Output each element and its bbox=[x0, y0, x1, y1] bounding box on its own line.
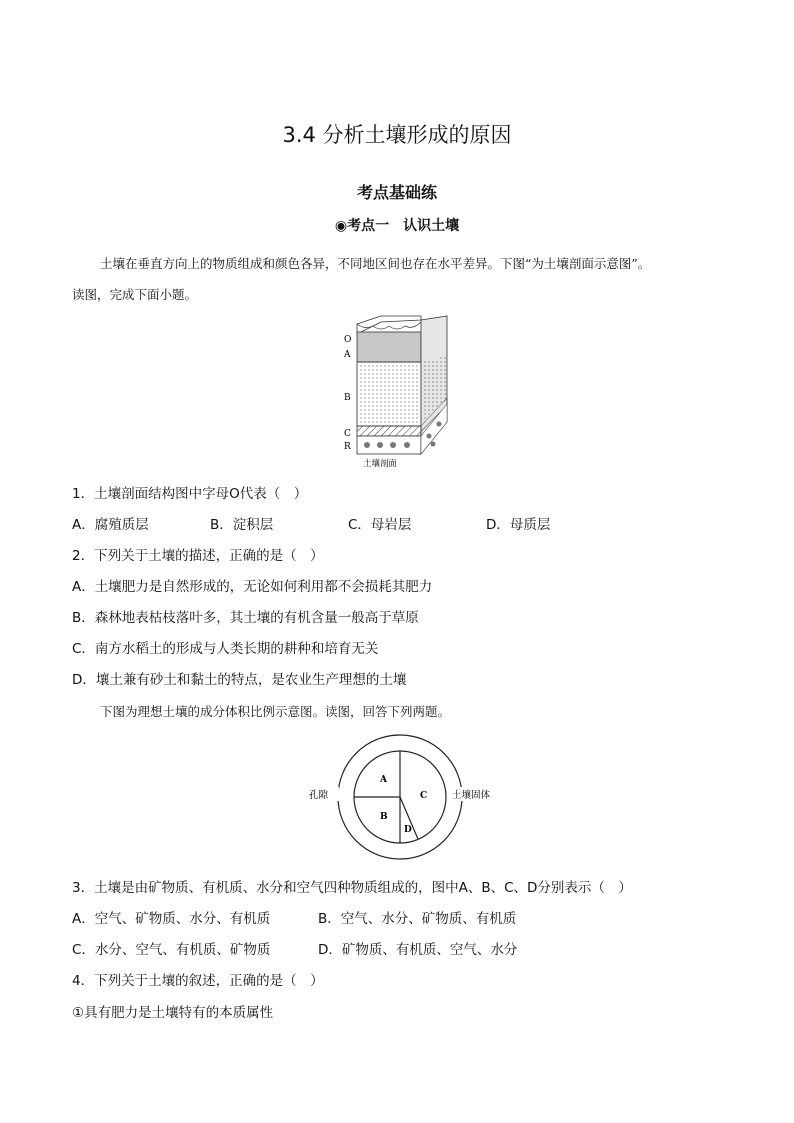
q1-option-b[interactable]: B．淀积层 bbox=[210, 517, 274, 533]
sector-b-label: B bbox=[380, 812, 388, 822]
label-o: O bbox=[344, 335, 352, 345]
sector-c-label: C bbox=[420, 791, 428, 801]
section-title: 考点基础练 bbox=[356, 183, 437, 202]
label-c: C bbox=[344, 429, 351, 439]
sector-a-label: A bbox=[380, 775, 387, 785]
q2-option-d[interactable]: D．壤土兼有砂土和黏土的特点，是农业生产理想的土壤 bbox=[72, 672, 407, 688]
sector-d-label: D bbox=[404, 825, 412, 835]
q2-option-b[interactable]: B．森林地表枯枝落叶多，其土壤的有机含量一般高于草原 bbox=[72, 610, 419, 626]
layer-c bbox=[357, 426, 421, 436]
q2-option-a[interactable]: A．土壤肥力是自然形成的，无论如何利用都不会损耗其肥力 bbox=[72, 579, 433, 595]
question-4-stem: 4．下列关于土壤的叙述，正确的是（ ） bbox=[72, 973, 324, 989]
label-r: R bbox=[344, 442, 351, 452]
q1-option-d[interactable]: D．母质层 bbox=[486, 517, 551, 533]
question-2-stem: 2．下列关于土壤的描述，正确的是（ ） bbox=[72, 548, 324, 564]
intro-line-1: 土壤在垂直方向上的物质组成和颜色各异，不同地区间也存在水平差异。下图“为土壤剖面示意图”。 bbox=[100, 256, 651, 271]
q2-option-c[interactable]: C．南方水稻土的形成与人类长期的耕种和培育无关 bbox=[72, 641, 379, 657]
layer-a bbox=[357, 332, 421, 362]
q3-option-c[interactable]: C．水分、空气、有机质、矿物质 bbox=[72, 942, 271, 958]
q3-option-a[interactable]: A．空气、矿物质、水分、有机质 bbox=[72, 911, 271, 927]
page-title: 3.4 分析土壤形成的原因 bbox=[282, 123, 512, 147]
intro-line-2: 读图，完成下面小题。 bbox=[72, 287, 198, 302]
question-3-stem: 3．土壤是由矿物质、有机质、水分和空气四种物质组成的，图中A、B、C、D分别表示（ ） bbox=[72, 880, 632, 896]
q1-option-a[interactable]: A．腐殖质层 bbox=[72, 517, 149, 533]
point-title: ◉考点一 认识土壤 bbox=[334, 218, 460, 234]
soil-composition-figure bbox=[300, 732, 500, 862]
solid-label: 土壤固体 bbox=[452, 790, 491, 801]
q1-option-c[interactable]: C．母岩层 bbox=[348, 517, 412, 533]
q3-option-b[interactable]: B．空气、水分、矿物质、有机质 bbox=[318, 911, 517, 927]
pore-label: 孔隙 bbox=[309, 790, 329, 801]
soil-profile-figure bbox=[335, 312, 465, 472]
question-1-stem: 1．土壤剖面结构图中字母O代表（ ） bbox=[72, 486, 308, 502]
figure1-caption: 土壤剖面 bbox=[363, 459, 398, 469]
q3-option-d[interactable]: D．矿物质、有机质、空气、水分 bbox=[318, 942, 518, 958]
label-b: B bbox=[344, 393, 351, 403]
intro-2: 下图为理想土壤的成分体积比例示意图。读图，回答下列两题。 bbox=[100, 704, 451, 719]
q4-statement-1: ①具有肥力是土壤特有的本质属性 bbox=[72, 1005, 274, 1021]
top-surface bbox=[357, 316, 421, 334]
layer-b bbox=[357, 362, 421, 426]
label-a: A bbox=[344, 350, 351, 360]
